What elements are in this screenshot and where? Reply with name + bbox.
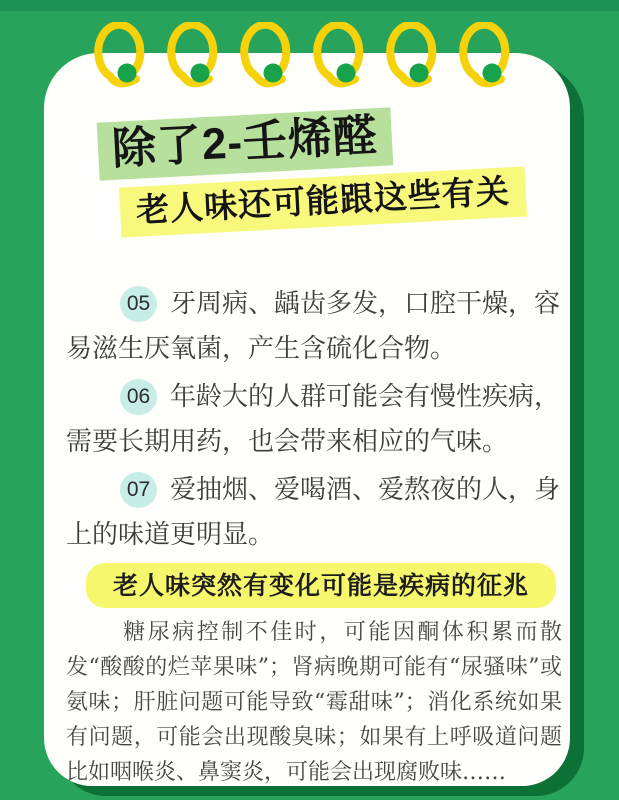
section-paragraph: 糖尿病控制不佳时，可能因酮体积累而散发“酸酸的烂苹果味”；肾病晚期可能有“尿骚味”或氨味；肝脏问题可能导致“霉甜味”；消化系统如果有问题，可能会出现酸臭味；如果有上呼吸道问题比如咽喉炎、鼻窦炎，可能会出现腐败味…… xyxy=(66,620,562,786)
item-text: 年龄大的人群可能会有慢性疾病，需要长期用药，也会带来相应的气味。 xyxy=(66,381,561,457)
main-title-row xyxy=(98,111,562,174)
top-edge-strip xyxy=(0,0,619,11)
binder-ring-icon xyxy=(385,22,441,90)
list-item xyxy=(66,374,562,464)
item-text: 牙周病、龋齿多发，口腔干燥，容易滋生厌氧菌，产生含硫化合物。 xyxy=(66,288,561,364)
binder-ring-icon xyxy=(166,22,222,90)
item-number-badge: 05 xyxy=(120,286,157,322)
binder-ring-icon xyxy=(93,22,149,90)
binder-ring-icon xyxy=(312,22,368,90)
title-block xyxy=(98,111,562,230)
item-number-badge: 07 xyxy=(120,472,157,508)
note-card xyxy=(44,53,570,786)
subtitle-row xyxy=(120,172,562,230)
page-title: 除了2-壬烯醛 xyxy=(97,107,394,181)
list-item xyxy=(66,281,562,371)
list-item xyxy=(66,467,562,557)
reason-list xyxy=(66,281,562,557)
item-number-badge: 06 xyxy=(120,379,157,415)
item-text: 爱抽烟、爱喝酒、爱熬夜的人，身上的味道更明显。 xyxy=(66,474,561,550)
page-subtitle: 老人味还可能跟这些有关 xyxy=(119,167,527,238)
binder-ring-icon xyxy=(239,22,295,90)
section-heading: 老人味突然有变化可能是疾病的征兆 xyxy=(86,563,556,608)
binder-ring-icon xyxy=(458,22,514,90)
